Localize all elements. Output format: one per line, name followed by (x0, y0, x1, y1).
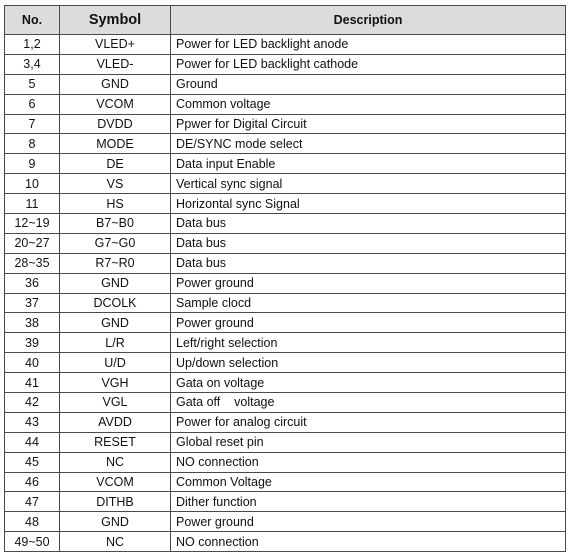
pin-symbol: HS (60, 194, 171, 214)
pin-number: 41 (5, 373, 60, 393)
pin-number: 47 (5, 492, 60, 512)
pin-symbol: GND (60, 512, 171, 532)
header-row (5, 6, 566, 35)
table-row (5, 114, 566, 134)
pin-symbol: VGL (60, 393, 171, 413)
pin-number: 6 (5, 94, 60, 114)
pin-symbol: VGH (60, 373, 171, 393)
pin-number: 40 (5, 353, 60, 373)
table-row (5, 393, 566, 413)
header-symbol: Symbol (60, 6, 171, 35)
table-row (5, 273, 566, 293)
pin-number: 42 (5, 393, 60, 413)
header-description: Description (171, 6, 566, 35)
pin-description: Power for LED backlight anode (171, 35, 566, 55)
pin-number: 44 (5, 432, 60, 452)
pin-definition-table (4, 5, 566, 552)
pin-symbol: DE (60, 154, 171, 174)
pin-number: 37 (5, 293, 60, 313)
pin-symbol: GND (60, 273, 171, 293)
pin-symbol: G7~G0 (60, 233, 171, 253)
pin-number: 43 (5, 412, 60, 432)
pin-symbol: VLED- (60, 54, 171, 74)
pin-number: 11 (5, 194, 60, 214)
pin-description: Up/down selection (171, 353, 566, 373)
pin-description: Data input Enable (171, 154, 566, 174)
table-row (5, 373, 566, 393)
pin-description: DE/SYNC mode select (171, 134, 566, 154)
table-row (5, 94, 566, 114)
pin-number: 20~27 (5, 233, 60, 253)
pin-symbol: GND (60, 313, 171, 333)
pin-description: Power for LED backlight cathode (171, 54, 566, 74)
table-body (5, 35, 566, 552)
pin-description: Dither function (171, 492, 566, 512)
pin-description: Data bus (171, 214, 566, 234)
pin-number: 12~19 (5, 214, 60, 234)
pin-number: 7 (5, 114, 60, 134)
pin-description: NO connection (171, 452, 566, 472)
table-row (5, 333, 566, 353)
pin-symbol: VS (60, 174, 171, 194)
table-row (5, 492, 566, 512)
table-row (5, 532, 566, 552)
pin-number: 38 (5, 313, 60, 333)
pin-symbol: NC (60, 452, 171, 472)
table-row (5, 35, 566, 55)
pin-symbol: AVDD (60, 412, 171, 432)
table-row (5, 512, 566, 532)
table-row (5, 432, 566, 452)
pin-number: 9 (5, 154, 60, 174)
pin-symbol: VCOM (60, 472, 171, 492)
table-row (5, 214, 566, 234)
table-row (5, 154, 566, 174)
table-row (5, 74, 566, 94)
pin-description: Ground (171, 74, 566, 94)
pin-description: Common Voltage (171, 472, 566, 492)
pin-symbol: U/D (60, 353, 171, 373)
pin-symbol: GND (60, 74, 171, 94)
pin-number: 48 (5, 512, 60, 532)
pin-symbol: B7~B0 (60, 214, 171, 234)
table-row (5, 472, 566, 492)
pin-description: Data bus (171, 253, 566, 273)
table-row (5, 313, 566, 333)
pin-number: 46 (5, 472, 60, 492)
pin-description: Common voltage (171, 94, 566, 114)
pin-symbol: NC (60, 532, 171, 552)
pin-number: 5 (5, 74, 60, 94)
table-row (5, 412, 566, 432)
table-row (5, 233, 566, 253)
pin-description: Power ground (171, 512, 566, 532)
pin-number: 10 (5, 174, 60, 194)
table-row (5, 134, 566, 154)
pin-symbol: L/R (60, 333, 171, 353)
table-row (5, 174, 566, 194)
pin-description: Power ground (171, 273, 566, 293)
pin-number: 3,4 (5, 54, 60, 74)
pin-symbol: MODE (60, 134, 171, 154)
pin-description: Left/right selection (171, 333, 566, 353)
pin-number: 28~35 (5, 253, 60, 273)
pin-description: Power for analog circuit (171, 412, 566, 432)
pin-description: Vertical sync signal (171, 174, 566, 194)
table-row (5, 54, 566, 74)
pin-description: NO connection (171, 532, 566, 552)
pin-number: 39 (5, 333, 60, 353)
pin-table-container (4, 5, 566, 552)
pin-description: Gata off voltage (171, 393, 566, 413)
pin-number: 36 (5, 273, 60, 293)
pin-description: Power ground (171, 313, 566, 333)
pin-number: 49~50 (5, 532, 60, 552)
table-row (5, 353, 566, 373)
pin-description: Data bus (171, 233, 566, 253)
table-row (5, 452, 566, 472)
pin-description: Sample clocd (171, 293, 566, 313)
pin-symbol: DCOLK (60, 293, 171, 313)
table-row (5, 293, 566, 313)
header-no: No. (5, 6, 60, 35)
pin-description: Global reset pin (171, 432, 566, 452)
table-row (5, 194, 566, 214)
pin-number: 45 (5, 452, 60, 472)
table-row (5, 253, 566, 273)
pin-symbol: RESET (60, 432, 171, 452)
pin-description: Horizontal sync Signal (171, 194, 566, 214)
table-header (5, 6, 566, 35)
pin-symbol: R7~R0 (60, 253, 171, 273)
pin-number: 1,2 (5, 35, 60, 55)
pin-number: 8 (5, 134, 60, 154)
pin-symbol: VCOM (60, 94, 171, 114)
pin-symbol: VLED+ (60, 35, 171, 55)
pin-description: Ppwer for Digital Circuit (171, 114, 566, 134)
pin-symbol: DVDD (60, 114, 171, 134)
pin-description: Gata on voltage (171, 373, 566, 393)
pin-symbol: DITHB (60, 492, 171, 512)
